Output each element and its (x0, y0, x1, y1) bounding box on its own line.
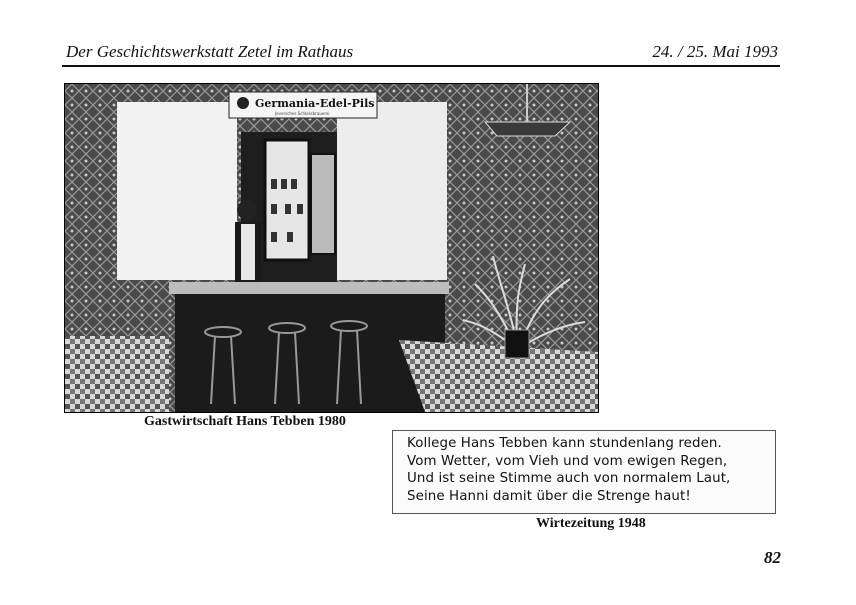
sign-subtext: Jeversches Schlossbrauerei (275, 111, 330, 116)
header-title: Der Geschichtswerkstatt Zetel im Rathaus (66, 42, 354, 61)
header-rule (62, 65, 780, 67)
brewery-crest-icon (237, 97, 249, 109)
bar-photo (64, 83, 599, 413)
page-number: 82 (764, 548, 781, 567)
quote-line: Kollege Hans Tebben kann stundenlang reden. (407, 436, 722, 451)
quote-line: Vom Wetter, vom Vieh und vom ewigen Regen, (407, 453, 728, 469)
newspaper-quote (392, 430, 776, 514)
sign-text: Germania-Edel-Pils (255, 97, 375, 110)
photo-caption: Gastwirtschaft Hans Tebben 1980 (144, 414, 346, 429)
quote-caption: Wirtezeitung 1948 (536, 516, 646, 531)
quote-line: Und ist seine Stimme auch von normalem Laut, (407, 471, 731, 486)
quote-line: Seine Hanni damit über die Strenge haut! (407, 488, 691, 504)
header-date: 24. / 25. Mai 1993 (652, 42, 778, 61)
bar-photo-illustration (65, 84, 598, 412)
